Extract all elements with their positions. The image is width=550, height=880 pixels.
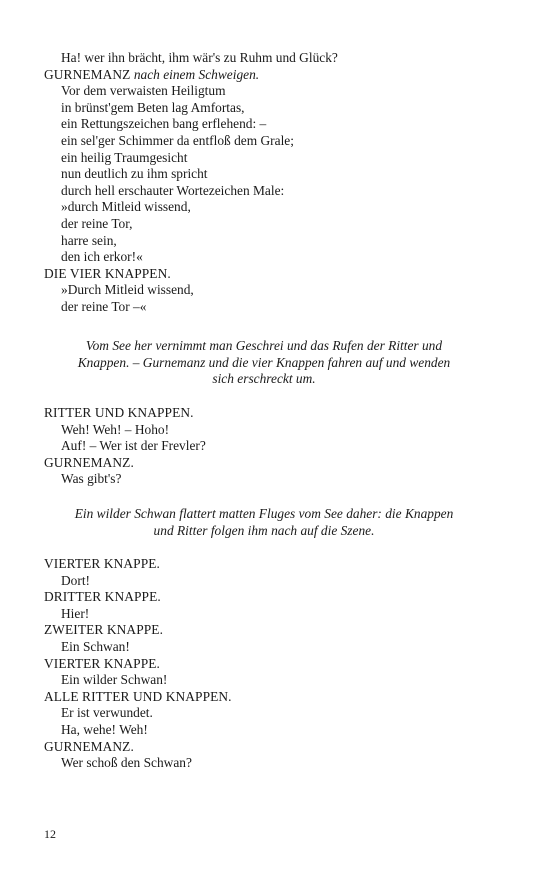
verse-line: Er ist verwundet. <box>61 705 153 721</box>
stage-direction-line: sich erschreckt um. <box>212 371 316 387</box>
dialogue-section <box>44 556 484 772</box>
verse-line: durch hell erschauter Wortezeichen Male: <box>61 182 285 198</box>
stage-direction-line: Knappen. – Gurnemanz und die vier Knappen fahren auf und wenden <box>77 354 451 370</box>
verse-line: ein Rettungszeichen bang erflehend: – <box>61 116 267 132</box>
speaker-name: VIERTER KNAPPE. <box>44 655 161 671</box>
verse-line: harre sein, <box>61 232 117 248</box>
verse-line: Wer schoß den Schwan? <box>61 755 192 771</box>
verse-line: Was gibt's? <box>61 471 122 487</box>
speaker-name: GURNEMANZ. <box>44 738 134 754</box>
verse-line: der reine Tor –« <box>61 298 147 314</box>
verse-line: Auf! – Wer ist der Frevler? <box>61 438 206 454</box>
verse-line: nun deutlich zu ihm spricht <box>61 166 208 182</box>
verse-line: Ha, wehe! Weh! <box>61 721 148 737</box>
verse-line: »Durch Mitleid wissend, <box>61 282 194 298</box>
stage-direction <box>44 338 484 388</box>
speaker-name: DRITTER KNAPPE. <box>44 589 161 605</box>
speaker-name: RITTER UND KNAPPEN. <box>44 405 194 420</box>
speaker-name: DIE VIER KNAPPEN. <box>44 265 171 281</box>
verse-line: Ein wilder Schwan! <box>61 672 168 688</box>
verse-line: Ein Schwan! <box>61 638 130 654</box>
speaker-name: GURNEMANZ. <box>44 454 134 470</box>
page-number: 12 <box>44 827 56 841</box>
verse-line: der reine Tor, <box>61 215 133 231</box>
inline-stage-direction: nach einem Schweigen. <box>133 66 260 82</box>
verse-line: ein sel'ger Schimmer da entfloß dem Grale; <box>61 132 294 148</box>
stage-direction-line: Ein wilder Schwan flattert matten Fluges vom See daher: die Knappen <box>74 506 454 521</box>
verse-line: Weh! Weh! – Hoho! <box>61 421 170 437</box>
verse-line: ein heilig Traumgesicht <box>61 149 188 165</box>
stage-direction <box>44 506 484 539</box>
stage-direction-line: Vom See her vernimmt man Geschrei und das Rufen der Ritter und <box>85 338 443 353</box>
speaker-name: ALLE RITTER UND KNAPPEN. <box>44 688 232 704</box>
verse-line: Hier! <box>61 605 90 621</box>
verse-section-2 <box>44 405 484 488</box>
verse-line: Dort! <box>61 572 91 588</box>
verse-line: in brünst'gem Beten lag Amfortas, <box>61 99 245 115</box>
verse-line: Ha! wer ihn brächt, ihm wär's zu Ruhm und Glück? <box>61 50 338 65</box>
verse-line: den ich erkor!« <box>61 249 143 265</box>
verse-line: »durch Mitleid wissend, <box>61 199 191 215</box>
speaker-name: VIERTER KNAPPE. <box>44 556 161 571</box>
verse-line: Vor dem verwaisten Heiligtum <box>61 83 226 99</box>
speaker-name: GURNEMANZ <box>44 66 131 82</box>
speaker-name: ZWEITER KNAPPE. <box>44 622 164 638</box>
speaker-line <box>44 67 484 84</box>
verse-section-1 <box>44 50 484 316</box>
stage-direction-line: und Ritter folgen ihm nach auf die Szene. <box>153 522 375 538</box>
